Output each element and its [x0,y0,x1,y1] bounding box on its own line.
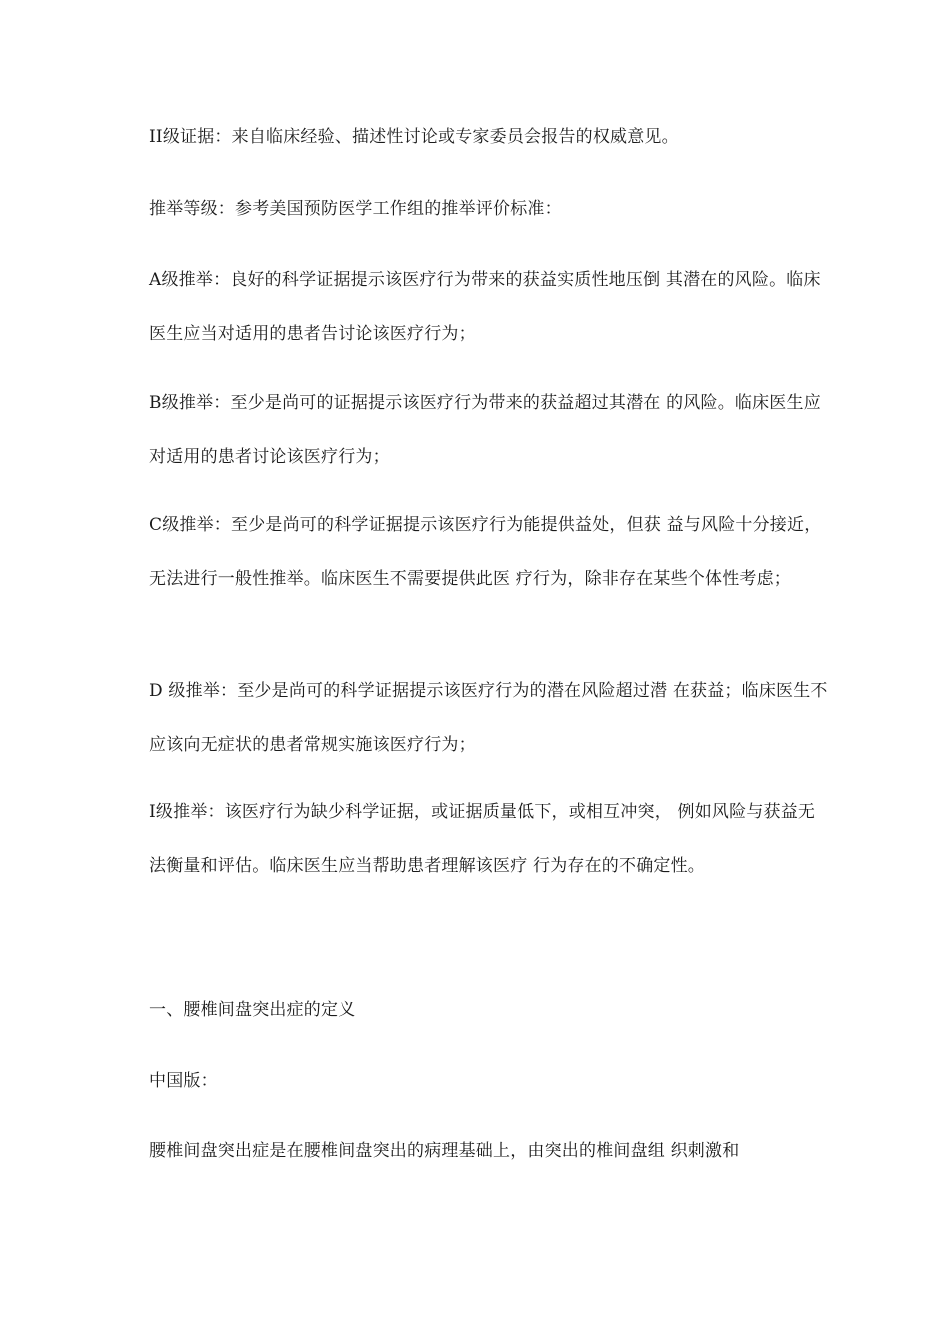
paragraph-grade-i: I级推举：该医疗行为缺少科学证据，或证据质量低下，或相互冲突， 例如风险与获益无法衡量和评估。临床医生应当帮助患者理解该医疗 行为存在的不确定性。 [149,802,816,876]
paragraph-grade-d: D 级推举：至少是尚可的科学证据提示该医疗行为的潜在风险超过潜 在获益；临床医生不应该向无症状的患者常规实施该医疗行为； [149,681,828,755]
paragraph-grade-b: B级推举：至少是尚可的证据提示该医疗行为带来的获益超过其潜在 的风险。临床医生应对适用的患者讨论该医疗行为； [149,393,821,467]
paragraph-evidence-level-ii: II级证据：来自临床经验、描述性讨论或专家委员会报告的权威意见。 [149,127,679,147]
paragraph-grade-a: A级推举：良好的科学证据提示该医疗行为带来的获益实质性地压倒 其潜在的风险。临床医生应当对适用的患者告讨论该医疗行为； [149,270,821,344]
paragraph-definition-text: 腰椎间盘突出症是在腰椎间盘突出的病理基础上，由突出的椎间盘组 织刺激和 [149,1141,740,1161]
paragraph-grade-c: C级推举：至少是尚可的科学证据提示该医疗行为能提供益处，但获 益与风险十分接近，无法进行一般性推举。临床医生不需要提供此医 疗行为，除非存在某些个体性考虑； [149,515,822,589]
paragraph-recommendation-levels-intro: 推举等级：参考美国预防医学工作组的推举评价标准： [149,199,562,219]
subheading-china-version: 中国版： [149,1071,218,1091]
section-heading-definition: 一、腰椎间盘突出症的定义 [149,1000,356,1020]
